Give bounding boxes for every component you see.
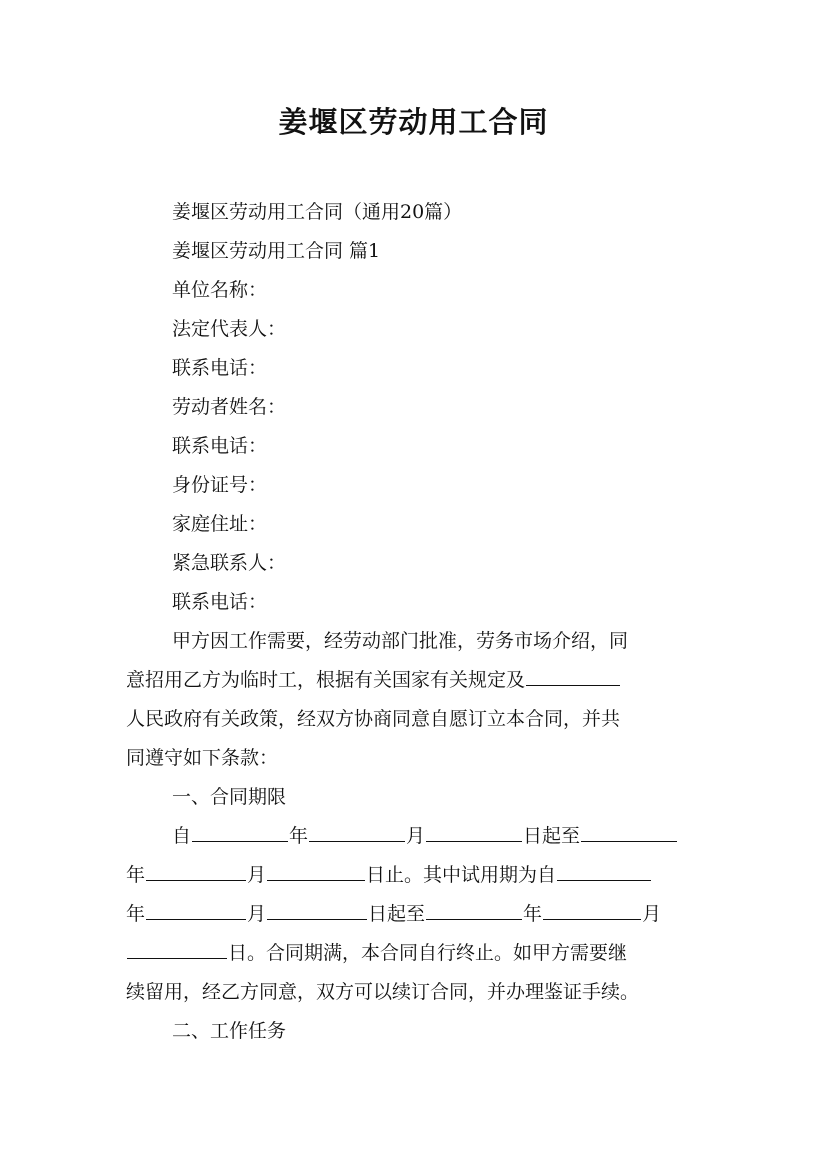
blank-probation-end-month: [543, 895, 641, 920]
intro-line-2: [126, 661, 704, 700]
term-day-end: 日止。其中试用期为自: [366, 864, 557, 886]
blank-probation-start-month: [146, 895, 246, 920]
field-id-number: 身份证号：: [172, 474, 268, 496]
term-year-3: 年: [126, 903, 146, 925]
term-line-5: 续留用，经乙方同意，双方可以续订合同，并办理鉴证手续。: [126, 981, 640, 1003]
document-body: [126, 193, 704, 1051]
field-company-name: 单位名称：: [172, 279, 268, 301]
blank-start-month: [309, 817, 405, 842]
blank-probation-end-year: [426, 895, 522, 920]
blank-start-day: [426, 817, 522, 842]
term-month-2: 月: [247, 864, 267, 886]
intro-line-3: 人民政府有关政策，经双方协商同意自愿订立本合同，并共: [126, 708, 621, 730]
field-home-address: 家庭住址：: [172, 513, 268, 535]
field-worker-name: 劳动者姓名：: [172, 396, 287, 418]
term-year-2: 年: [126, 864, 146, 886]
blank-start-year: [192, 817, 288, 842]
document-title: 姜堰区劳动用工合同: [278, 105, 549, 139]
term-month-3: 月: [247, 903, 267, 925]
intro-line-2-text: 意招用乙方为临时工，根据有关国家有关规定及: [126, 669, 526, 691]
term-day-from-to-1: 日起至: [523, 825, 581, 847]
document-subtitle: 姜堰区劳动用工合同（通用20篇）: [172, 201, 463, 223]
field-worker-phone: 联系电话：: [172, 435, 268, 457]
blank-probation-start-day: [267, 895, 367, 920]
term-month-1: 月: [406, 825, 426, 847]
clause-2-heading: 二、工作任务: [172, 1020, 287, 1042]
term-year-4: 年: [523, 903, 543, 925]
blank-end-month: [146, 856, 246, 881]
clause-1-heading: 一、合同期限: [172, 786, 287, 808]
term-line-1: [126, 817, 704, 856]
blank-city: [526, 661, 620, 686]
field-company-phone: 联系电话：: [172, 357, 268, 379]
term-tail: 日。合同期满，本合同自行终止。如甲方需要继: [228, 942, 628, 964]
blank-probation-start-year: [557, 856, 651, 881]
blank-probation-end-day: [127, 934, 227, 959]
blank-end-day: [267, 856, 365, 881]
term-line-4: [126, 934, 704, 973]
section-heading: 姜堰区劳动用工合同 篇1: [172, 240, 381, 262]
term-month-4: 月: [642, 903, 662, 925]
term-day-from-to-2: 日起至: [368, 903, 426, 925]
field-legal-representative: 法定代表人：: [172, 318, 287, 340]
term-year-1: 年: [289, 825, 309, 847]
field-emergency-contact: 紧急联系人：: [172, 552, 287, 574]
intro-line-4: 同遵守如下条款：: [126, 747, 279, 769]
blank-end-year: [581, 817, 677, 842]
term-from: 自: [172, 825, 192, 847]
field-emergency-phone: 联系电话：: [172, 591, 268, 613]
intro-line-1: 甲方因工作需要，经劳动部门批准，劳务市场介绍，同: [172, 630, 629, 652]
term-line-3: [126, 895, 704, 934]
term-line-2: [126, 856, 704, 895]
